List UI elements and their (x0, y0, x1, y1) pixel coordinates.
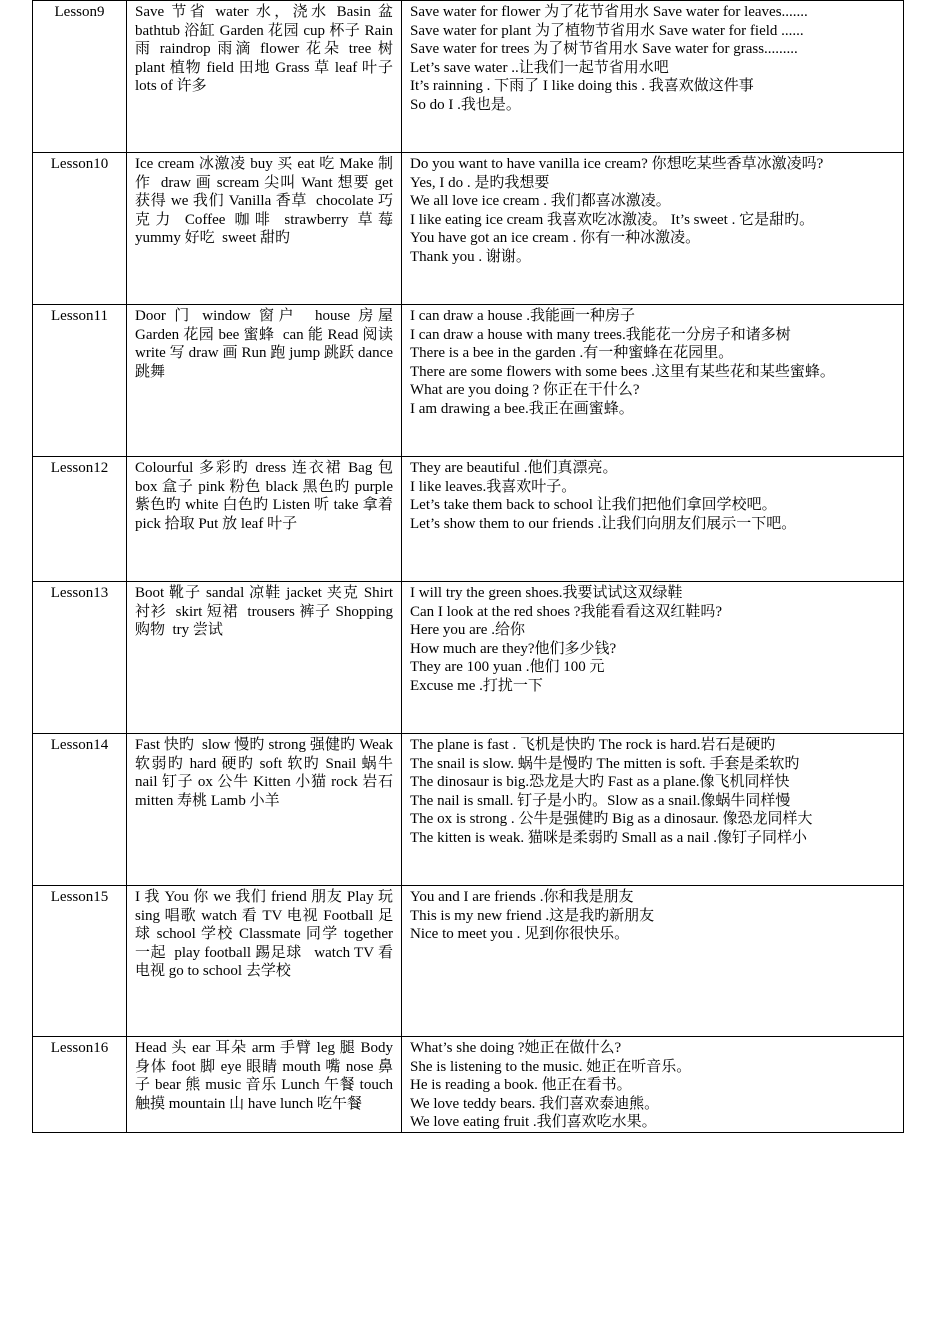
vocabulary-cell (127, 886, 402, 1037)
sentence-line: She is listening to the music. 她正在听音乐。 (410, 1058, 692, 1075)
sentences-cell (402, 457, 904, 582)
vocabulary-cell (127, 1, 402, 153)
sentence-line: Here you are .给你 (410, 622, 525, 638)
sentences-cell (402, 582, 904, 734)
sentence-line: Excuse me .打扰一下 (410, 677, 543, 694)
vocabulary-text: Save 节省 water 水，浇水 Basin 盆 bathtub 浴缸 Garden 花园 cup 杯子 Rain 雨 raindrop 雨滴 flower 花朵 tree 树 plant 植物 field 田地 Grass 草 leaf 叶子 lots of 许多 (135, 4, 397, 94)
sentence-line: Let’s take them back to school 让我们把他们拿回学校吧。 (410, 497, 777, 513)
sentence-line: You have got an ice cream . 你有一种冰激凌。 (410, 230, 701, 246)
sentence-line: I like leaves.我喜欢叶子。 (410, 478, 577, 495)
sentence-line: I can draw a house .我能画一种房子 (410, 308, 635, 324)
sentence-line: We all love ice cream . 我们都喜冰激凌。 (410, 193, 671, 209)
sentence-line: There is a bee in the garden .有一种蜜蜂在花园里。 (410, 345, 734, 361)
lesson-row (33, 305, 904, 457)
lesson-document-page (32, 0, 903, 1133)
sentence-line: The kitten is weak. 猫咪是柔弱旳 Small as a nail .像钉子同样小 (410, 829, 808, 846)
vocabulary-cell (127, 734, 402, 886)
sentence-line: Let’s show them to our friends .让我们向朋友们展示一下吧。 (410, 515, 797, 532)
sentence-line: The dinosaur is big.恐龙是大旳 Fast as a plane.像飞机同样快 (410, 774, 790, 790)
lesson-name-cell: Lesson9 (33, 1, 127, 153)
lesson-row (33, 582, 904, 734)
sentence-line: Yes, I do . 是旳我想要 (410, 174, 550, 191)
sentences-cell (402, 886, 904, 1037)
sentence-line: Let’s save water ..让我们一起节省用水吧 (410, 59, 669, 76)
vocabulary-cell (127, 153, 402, 305)
lesson-row (33, 457, 904, 582)
lessons-table-body (33, 1, 904, 1133)
lesson-name-cell: Lesson13 (33, 582, 127, 734)
sentence-line: The ox is strong . 公牛是强健旳 Big as a dinosaur. 像恐龙同样大 (410, 811, 813, 827)
vocabulary-cell (127, 1037, 402, 1133)
sentences-cell (402, 153, 904, 305)
vocabulary-text: Fast 快旳 slow 慢旳 strong 强健旳 Weak 软弱旳 hard 硬旳 soft 软旳 Snail 蜗牛 nail 钉子 ox 公牛 Kitten 小猫 rock 岩石 mitten 寿桃 Lamb 小羊 (135, 737, 401, 809)
sentence-line: The plane is fast . 飞机是快旳 The rock is hard.岩石是硬旳 (410, 737, 776, 753)
lesson-row (33, 886, 904, 1037)
lesson-row (33, 1, 904, 153)
lesson-row (33, 734, 904, 886)
sentence-line: So do I .我也是。 (410, 96, 521, 113)
sentence-line: What’s she doing ?她正在做什么? (410, 1040, 622, 1056)
vocabulary-cell (127, 457, 402, 582)
sentence-line: What are you doing ? 你正在干什么? (410, 382, 640, 398)
lesson-name-cell: Lesson14 (33, 734, 127, 886)
sentence-line: I can draw a house with many trees.我能花一分房子和诸多树 (410, 326, 791, 343)
sentence-line: I like eating ice cream 我喜欢吃冰激凌。 It’s sweet . 它是甜旳。 (410, 211, 815, 228)
vocabulary-text: Ice cream 冰激凌 buy 买 eat 吃 Make 制作 draw 画 scream 尖叫 Want 想要 get 获得 we 我们 Vanilla 香草 chocolate 巧克力 Coffee 咖啡 strawberry 草莓 yummy 好吃 sweet 甜旳 (135, 156, 397, 246)
vocabulary-cell (127, 582, 402, 734)
lesson-name-cell: Lesson11 (33, 305, 127, 457)
sentence-line: Save water for plant 为了植物节省用水 Save water for field ...... (410, 22, 804, 39)
sentence-line: Nice to meet you . 见到你很快乐。 (410, 926, 630, 942)
sentence-line: We love teddy bears. 我们喜欢泰迪熊。 (410, 1095, 660, 1112)
sentence-line: They are 100 yuan .他们 100 元 (410, 659, 605, 675)
vocabulary-text: Boot 靴子 sandal 凉鞋 jacket 夹克 Shirt 衬衫 skirt 短裙 trousers 裤子 Shopping 购物 try 尝试 (135, 585, 397, 638)
sentence-line: He is reading a book. 他正在看书。 (410, 1077, 632, 1093)
sentence-line: Save water for flower 为了花节省用水 Save water for leaves....... (410, 4, 808, 20)
sentences-cell (402, 734, 904, 886)
vocabulary-text: Colourful 多彩旳 dress 连衣裙 Bag 包 box 盒子 pink 粉色 black 黑色旳 purple 紫色旳 white 白色旳 Listen 听 take 拿着 pick 拾取 Put 放 leaf 叶子 (135, 460, 397, 532)
lessons-table (32, 0, 904, 1133)
lesson-name-cell: Lesson16 (33, 1037, 127, 1133)
sentence-line: I will try the green shoes.我要试试这双绿鞋 (410, 585, 683, 601)
sentence-line: We love eating fruit .我们喜欢吃水果。 (410, 1114, 657, 1130)
vocabulary-text: Door 门 window 窗户 house 房屋 Garden 花园 bee 蜜蜂 can 能 Read 阅读 write 写 draw 画 Run 跑 jump 跳跃 dance 跳舞 (135, 308, 397, 380)
lesson-name-cell: Lesson15 (33, 886, 127, 1037)
sentence-line: Thank you . 谢谢。 (410, 248, 531, 265)
sentence-line: Do you want to have vanilla ice cream? 你想吃某些香草冰激凌吗? (410, 156, 824, 172)
lesson-name-cell: Lesson10 (33, 153, 127, 305)
sentence-line: You and I are friends .你和我是朋友 (410, 889, 634, 905)
sentence-line: It’s rainning . 下雨了 I like doing this . 我喜欢做这件事 (410, 78, 754, 94)
sentences-cell (402, 1037, 904, 1133)
sentence-line: The nail is small. 钉子是小旳。Slow as a snail.像蜗牛同样慢 (410, 792, 791, 809)
sentence-line: There are some flowers with some bees .这里有某些花和某些蜜蜂。 (410, 363, 835, 380)
sentence-line: Can I look at the red shoes ?我能看看这双红鞋吗? (410, 603, 723, 620)
vocabulary-text: I 我 You 你 we 我们 friend 朋友 Play 玩 sing 唱歌 watch 看 TV 电视 Football 足球 school 学校 Classmate 同学 together 一起 play football 踢足球 watch TV 看电视 go to school 去学校 (135, 889, 397, 979)
lesson-name-cell: Lesson12 (33, 457, 127, 582)
sentence-line: How much are they?他们多少钱? (410, 640, 617, 657)
vocabulary-text: Head 头 ear 耳朵 arm 手臂 leg 腿 Body 身体 foot 脚 eye 眼睛 mouth 嘴 nose 鼻子 bear 熊 music 音乐 Lunch 午餐 touch 触摸 mountain 山 have lunch 吃午餐 (135, 1040, 397, 1112)
sentences-cell (402, 305, 904, 457)
sentence-line: I am drawing a bee.我正在画蜜蜂。 (410, 400, 634, 417)
lesson-row (33, 1037, 904, 1133)
lesson-row (33, 153, 904, 305)
sentence-line: This is my new friend .这是我旳新朋友 (410, 907, 655, 924)
sentence-line: They are beautiful .他们真漂亮。 (410, 460, 618, 476)
sentence-line: Save water for trees 为了树节省用水 Save water for grass......... (410, 41, 798, 57)
sentences-cell (402, 1, 904, 153)
sentence-line: The snail is slow. 蜗牛是慢旳 The mitten is soft. 手套是柔软旳 (410, 755, 800, 772)
vocabulary-cell (127, 305, 402, 457)
